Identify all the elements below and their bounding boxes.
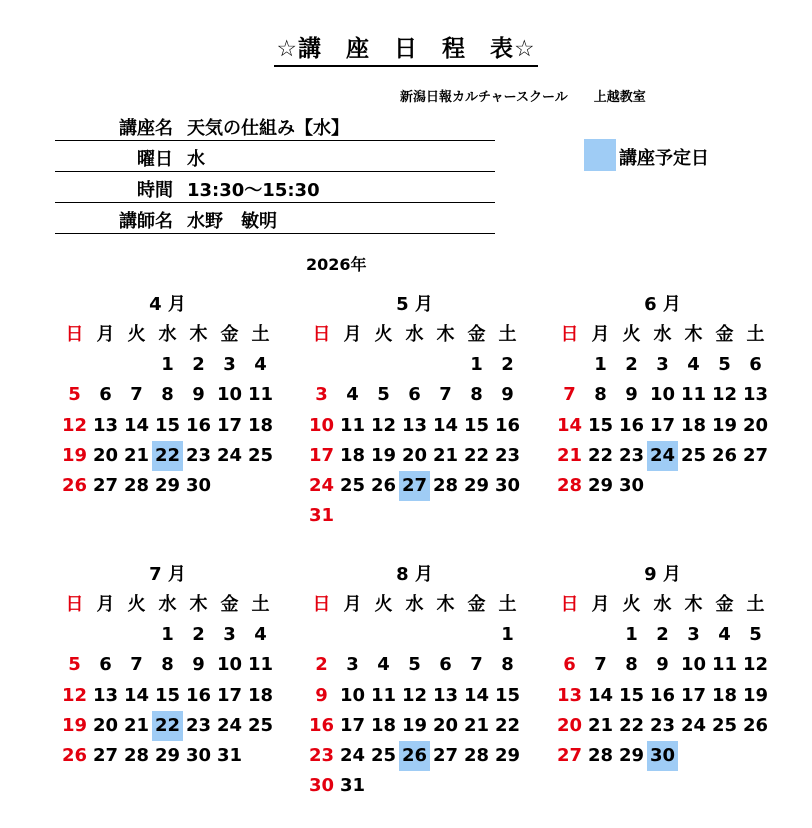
calendar-day: 24 xyxy=(680,714,707,736)
calendar-day: 27 xyxy=(92,475,119,496)
calendar-day: 25 xyxy=(711,714,738,736)
calendar-day: 1 xyxy=(161,354,174,376)
calendar-day: 30 xyxy=(618,475,645,496)
calendar-day: 31 xyxy=(308,505,335,527)
info-label: 時間 xyxy=(137,180,173,201)
calendar-day: 22 xyxy=(463,444,490,466)
calendar-day: 3 xyxy=(315,384,328,406)
calendar-day: 11 xyxy=(247,654,274,676)
calendar-day: 28 xyxy=(587,745,614,766)
calendar-day: 28 xyxy=(123,475,150,496)
calendar-day: 3 xyxy=(687,624,700,646)
weekday-header: 木 xyxy=(436,594,455,615)
calendar-day: 3 xyxy=(656,354,669,376)
calendar-day: 7 xyxy=(439,384,452,406)
calendar-day: 12 xyxy=(61,684,88,706)
weekday-header: 火 xyxy=(374,594,393,615)
calendar-day: 14 xyxy=(587,684,614,706)
calendar-day: 10 xyxy=(649,384,676,406)
calendar-day: 5 xyxy=(377,384,390,406)
course-day: 22 xyxy=(152,711,183,741)
calendar-day: 23 xyxy=(185,444,212,466)
calendar-day: 4 xyxy=(254,624,267,646)
calendar-day: 19 xyxy=(742,684,769,706)
calendar-day: 28 xyxy=(463,745,490,766)
calendar-day: 2 xyxy=(315,654,328,676)
calendar-day: 26 xyxy=(61,475,88,496)
calendar-day: 20 xyxy=(432,714,459,736)
course-info-table xyxy=(55,110,495,234)
calendar-day: 4 xyxy=(254,354,267,376)
weekday-header: 月 xyxy=(591,594,610,615)
calendar-day: 11 xyxy=(370,684,397,706)
legend-label: 講座予定日 xyxy=(619,148,709,169)
calendar-day: 17 xyxy=(308,444,335,466)
info-value: 水野 敏明 xyxy=(187,211,277,232)
calendar-day: 16 xyxy=(618,414,645,436)
info-row-instructor xyxy=(55,203,495,234)
calendar-day: 10 xyxy=(339,684,366,706)
calendar-day: 3 xyxy=(346,654,359,676)
calendar-day: 8 xyxy=(161,384,174,406)
info-value: 水 xyxy=(187,149,205,170)
weekday-header: 月 xyxy=(96,324,115,345)
calendar-day: 6 xyxy=(99,384,112,406)
calendar-day: 6 xyxy=(563,654,576,676)
course-day: 27 xyxy=(399,471,430,501)
calendar-day: 9 xyxy=(501,384,514,406)
calendar-day: 27 xyxy=(556,745,583,766)
calendar-day: 9 xyxy=(315,684,328,706)
calendar-day: 9 xyxy=(192,654,205,676)
calendar-day: 25 xyxy=(370,745,397,766)
calendar-day: 16 xyxy=(185,684,212,706)
month-label: 7 月 xyxy=(149,564,186,585)
calendar-day: 8 xyxy=(161,654,174,676)
calendar-day: 26 xyxy=(61,745,88,766)
calendar-day: 17 xyxy=(216,684,243,706)
calendar-day: 28 xyxy=(432,475,459,496)
weekday-header: 月 xyxy=(343,324,362,345)
calendar-day: 12 xyxy=(401,684,428,706)
calendar-day: 18 xyxy=(247,414,274,436)
calendar-day: 20 xyxy=(92,444,119,466)
calendar-day: 14 xyxy=(123,414,150,436)
calendar-day: 18 xyxy=(370,714,397,736)
info-label: 講師名 xyxy=(119,211,173,232)
calendar-day: 21 xyxy=(556,444,583,466)
calendar-day: 29 xyxy=(587,475,614,496)
weekday-header: 月 xyxy=(96,594,115,615)
calendar-day: 25 xyxy=(247,444,274,466)
calendar-day: 14 xyxy=(556,414,583,436)
month-label: 8 月 xyxy=(396,564,433,585)
calendar-day: 21 xyxy=(463,714,490,736)
weekday-header: 木 xyxy=(684,594,703,615)
calendar-day: 15 xyxy=(154,684,181,706)
page-title-text: ☆講 座 日 程 表☆ xyxy=(274,30,537,67)
calendar-day: 13 xyxy=(92,414,119,436)
calendar-day: 16 xyxy=(185,414,212,436)
calendar-day: 7 xyxy=(470,654,483,676)
info-row-time xyxy=(55,172,495,203)
calendar-day: 30 xyxy=(185,475,212,496)
calendar-day: 17 xyxy=(649,414,676,436)
calendar-day: 4 xyxy=(718,624,731,646)
calendar-day: 2 xyxy=(192,354,205,376)
calendar-day: 27 xyxy=(432,745,459,766)
calendar-day: 31 xyxy=(216,745,243,766)
weekday-header: 水 xyxy=(158,324,177,345)
calendar-day: 11 xyxy=(339,414,366,436)
course-day: 26 xyxy=(399,741,430,771)
calendar-day: 18 xyxy=(247,684,274,706)
calendar-day: 9 xyxy=(656,654,669,676)
weekday-header: 金 xyxy=(715,324,734,345)
calendar-day: 8 xyxy=(625,654,638,676)
calendar-day: 18 xyxy=(711,684,738,706)
weekday-header: 土 xyxy=(746,324,765,345)
calendar-day: 30 xyxy=(308,775,335,797)
weekday-header: 日 xyxy=(312,594,331,615)
calendar-day: 5 xyxy=(68,384,81,406)
info-value: 13:30～15:30 xyxy=(187,180,320,201)
calendar-day: 15 xyxy=(618,684,645,706)
calendar-day: 13 xyxy=(92,684,119,706)
calendar-day: 25 xyxy=(247,714,274,736)
calendar-day: 21 xyxy=(123,714,150,736)
calendar-day: 26 xyxy=(742,714,769,736)
calendar-day: 8 xyxy=(594,384,607,406)
calendar-day: 13 xyxy=(556,684,583,706)
weekday-header: 金 xyxy=(715,594,734,615)
calendar-day: 4 xyxy=(346,384,359,406)
calendar-day: 1 xyxy=(470,354,483,376)
calendar-day: 17 xyxy=(680,684,707,706)
calendar-day: 25 xyxy=(339,475,366,496)
calendar-day: 29 xyxy=(154,475,181,496)
calendar-day: 18 xyxy=(339,444,366,466)
month-label: 6 月 xyxy=(644,294,681,315)
weekday-header: 木 xyxy=(436,324,455,345)
calendar-day: 11 xyxy=(711,654,738,676)
calendar-day: 13 xyxy=(742,384,769,406)
organization-name: 新潟日報カルチャースクール 上越教室 xyxy=(400,90,646,105)
calendar-day: 11 xyxy=(247,384,274,406)
course-day: 24 xyxy=(647,441,678,471)
course-day: 22 xyxy=(152,441,183,471)
calendar-day: 9 xyxy=(192,384,205,406)
year-label: 2026年 xyxy=(306,255,367,274)
calendar-day: 6 xyxy=(439,654,452,676)
calendar-day: 2 xyxy=(656,624,669,646)
calendar-day: 5 xyxy=(749,624,762,646)
calendar-day: 30 xyxy=(494,475,521,496)
calendar-day: 7 xyxy=(130,384,143,406)
weekday-header: 水 xyxy=(405,594,424,615)
calendar-day: 14 xyxy=(432,414,459,436)
calendar-day: 16 xyxy=(649,684,676,706)
weekday-header: 火 xyxy=(127,594,146,615)
calendar-day: 8 xyxy=(470,384,483,406)
calendar-day: 1 xyxy=(594,354,607,376)
calendar-day: 31 xyxy=(339,775,366,797)
calendar-day: 13 xyxy=(432,684,459,706)
weekday-header: 火 xyxy=(127,324,146,345)
calendar-day: 17 xyxy=(339,714,366,736)
calendar-day: 1 xyxy=(161,624,174,646)
calendar-day: 16 xyxy=(494,414,521,436)
calendar-day: 19 xyxy=(61,444,88,466)
calendar-day: 25 xyxy=(680,444,707,466)
weekday-header: 日 xyxy=(560,594,579,615)
calendar-day: 23 xyxy=(185,714,212,736)
calendar-day: 21 xyxy=(587,714,614,736)
calendar-day: 24 xyxy=(308,475,335,496)
legend-swatch xyxy=(584,139,616,171)
info-value: 天気の仕組み【水】 xyxy=(187,118,349,139)
weekday-header: 日 xyxy=(65,324,84,345)
calendar-day: 5 xyxy=(68,654,81,676)
calendar-day: 19 xyxy=(711,414,738,436)
calendar-day: 5 xyxy=(718,354,731,376)
month-label: 5 月 xyxy=(396,294,433,315)
weekday-header: 水 xyxy=(158,594,177,615)
calendar-day: 26 xyxy=(370,475,397,496)
month-label: 9 月 xyxy=(644,564,681,585)
weekday-header: 火 xyxy=(622,324,641,345)
calendar-day: 1 xyxy=(501,624,514,646)
calendar-day: 23 xyxy=(494,444,521,466)
calendar-day: 14 xyxy=(463,684,490,706)
weekday-header: 木 xyxy=(684,324,703,345)
weekday-header: 土 xyxy=(498,324,517,345)
calendar-day: 4 xyxy=(377,654,390,676)
weekday-header: 土 xyxy=(251,594,270,615)
weekday-header: 金 xyxy=(467,324,486,345)
weekday-header: 日 xyxy=(312,324,331,345)
info-row-weekday xyxy=(55,141,495,172)
weekday-header: 火 xyxy=(622,594,641,615)
month-label: 4 月 xyxy=(149,294,186,315)
calendar-day: 6 xyxy=(749,354,762,376)
calendar-day: 14 xyxy=(123,684,150,706)
calendar-day: 20 xyxy=(556,714,583,736)
weekday-header: 日 xyxy=(560,324,579,345)
calendar-day: 8 xyxy=(501,654,514,676)
calendar-day: 29 xyxy=(618,745,645,766)
calendar-day: 15 xyxy=(587,414,614,436)
info-label: 曜日 xyxy=(137,149,173,170)
weekday-header: 日 xyxy=(65,594,84,615)
calendar-day: 1 xyxy=(625,624,638,646)
calendar-day: 11 xyxy=(680,384,707,406)
calendar-day: 18 xyxy=(680,414,707,436)
calendar-day: 22 xyxy=(618,714,645,736)
weekday-header: 水 xyxy=(653,324,672,345)
weekday-header: 木 xyxy=(189,324,208,345)
calendar-day: 16 xyxy=(308,714,335,736)
calendar-day: 2 xyxy=(192,624,205,646)
calendar-day: 20 xyxy=(401,444,428,466)
calendar-day: 5 xyxy=(408,654,421,676)
calendar-day: 28 xyxy=(556,475,583,496)
weekday-header: 水 xyxy=(653,594,672,615)
weekday-header: 金 xyxy=(220,324,239,345)
calendar-day: 24 xyxy=(216,714,243,736)
calendar-day: 6 xyxy=(408,384,421,406)
calendar-day: 27 xyxy=(742,444,769,466)
calendar-day: 4 xyxy=(687,354,700,376)
calendar-day: 12 xyxy=(742,654,769,676)
calendar-day: 27 xyxy=(92,745,119,766)
calendar-day: 2 xyxy=(501,354,514,376)
info-label: 講座名 xyxy=(119,118,173,139)
calendar-day: 3 xyxy=(223,354,236,376)
weekday-header: 土 xyxy=(498,594,517,615)
calendar-day: 21 xyxy=(432,444,459,466)
calendar-day: 15 xyxy=(494,684,521,706)
calendar-day: 10 xyxy=(308,414,335,436)
info-row-course-name xyxy=(55,110,495,141)
calendar-day: 19 xyxy=(61,714,88,736)
calendar-day: 12 xyxy=(370,414,397,436)
calendar-day: 26 xyxy=(711,444,738,466)
calendar-day: 23 xyxy=(618,444,645,466)
calendar-day: 23 xyxy=(308,745,335,766)
calendar-day: 21 xyxy=(123,444,150,466)
calendar-day: 7 xyxy=(130,654,143,676)
calendar-day: 22 xyxy=(494,714,521,736)
calendar-day: 12 xyxy=(711,384,738,406)
calendar-day: 10 xyxy=(216,384,243,406)
calendar-day: 10 xyxy=(680,654,707,676)
calendar-day: 29 xyxy=(494,745,521,766)
weekday-header: 火 xyxy=(374,324,393,345)
course-day: 30 xyxy=(647,741,678,771)
weekday-header: 土 xyxy=(746,594,765,615)
calendar-day: 10 xyxy=(216,654,243,676)
weekday-header: 土 xyxy=(251,324,270,345)
calendar-day: 15 xyxy=(463,414,490,436)
weekday-header: 木 xyxy=(189,594,208,615)
page-title xyxy=(0,30,812,67)
calendar-day: 30 xyxy=(185,745,212,766)
calendar-day: 2 xyxy=(625,354,638,376)
calendar-day: 24 xyxy=(339,745,366,766)
calendar-day: 6 xyxy=(99,654,112,676)
calendar-day: 9 xyxy=(625,384,638,406)
calendar-day: 3 xyxy=(223,624,236,646)
calendar-day: 7 xyxy=(563,384,576,406)
calendar-day: 29 xyxy=(463,475,490,496)
weekday-header: 水 xyxy=(405,324,424,345)
calendar-day: 7 xyxy=(594,654,607,676)
calendar-day: 23 xyxy=(649,714,676,736)
calendar-day: 12 xyxy=(61,414,88,436)
calendar-day: 13 xyxy=(401,414,428,436)
calendar-day: 17 xyxy=(216,414,243,436)
calendar-day: 15 xyxy=(154,414,181,436)
weekday-header: 金 xyxy=(467,594,486,615)
weekday-header: 金 xyxy=(220,594,239,615)
calendar-day: 19 xyxy=(401,714,428,736)
weekday-header: 月 xyxy=(591,324,610,345)
calendar-day: 22 xyxy=(587,444,614,466)
calendar-day: 19 xyxy=(370,444,397,466)
calendar-day: 28 xyxy=(123,745,150,766)
calendar-day: 20 xyxy=(92,714,119,736)
calendar-day: 20 xyxy=(742,414,769,436)
calendar-day: 24 xyxy=(216,444,243,466)
weekday-header: 月 xyxy=(343,594,362,615)
calendar-day: 29 xyxy=(154,745,181,766)
